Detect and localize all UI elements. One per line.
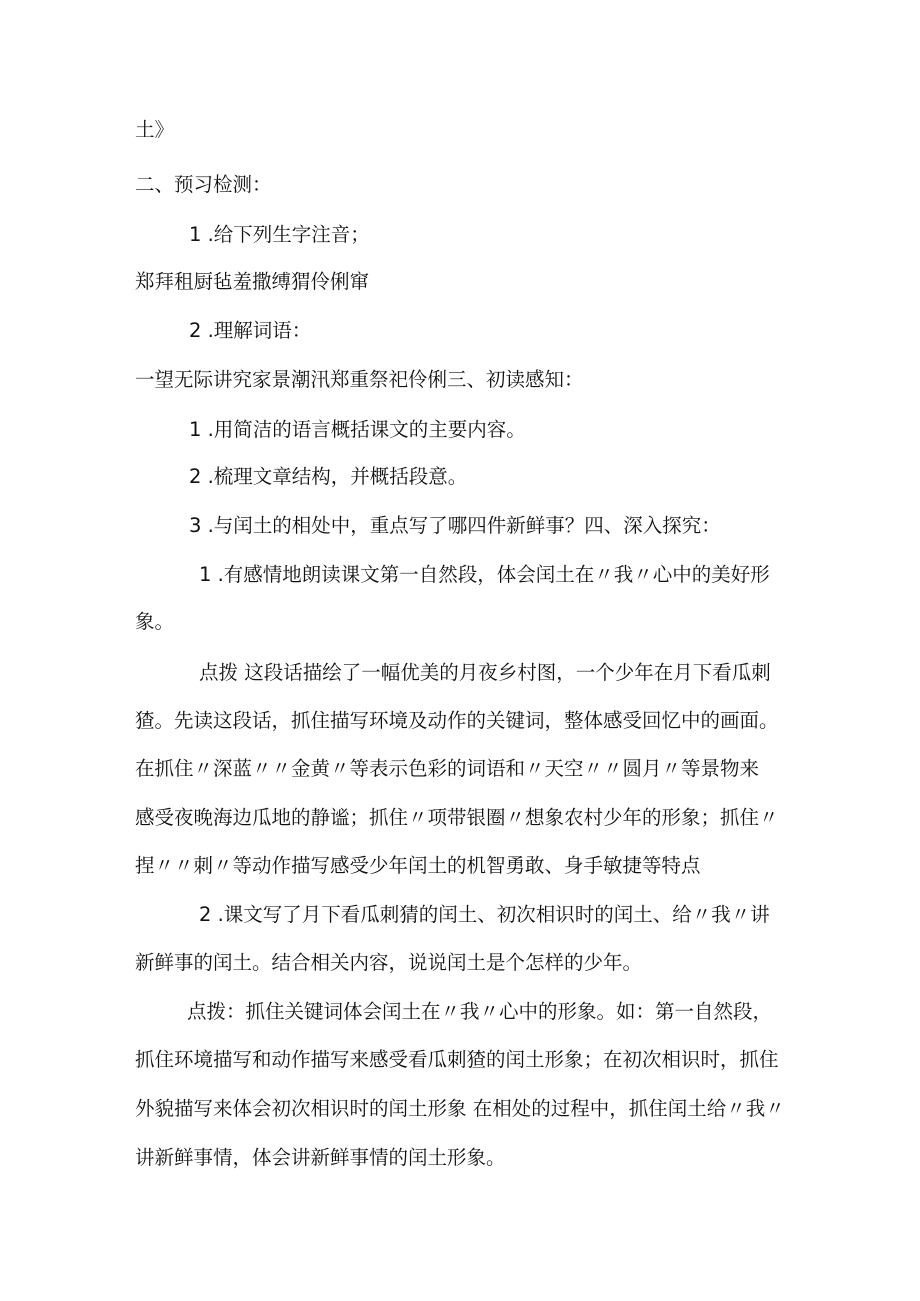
- tip-1-line-4: 感受夜晚海边瓜地的静谧；抓住〃项带银圈〃想象农村少年的形象；抓住〃: [135, 806, 779, 829]
- item-2-understand-words: 2 .理解词语：: [189, 319, 312, 342]
- tip-1-line-2: 猹。先读这段话，抓住描写环境及动作的关键词，整体感受回忆中的画面。: [135, 709, 779, 732]
- tip-2-line-1: 点拨：抓住关键词体会闰土在〃我〃心中的形象。如：第一自然段，: [187, 1000, 773, 1023]
- item-3-four-things-and-section-four-heading: 3 .与闰土的相处中，重点写了哪四件新鲜事？四、深入探究：: [189, 514, 721, 537]
- text-line-title-tail: 土》: [135, 118, 175, 141]
- tip-2-line-2: 抓住环境描写和动作描写来感受看瓜刺猹的闰土形象；在初次相识时，抓住: [135, 1048, 779, 1071]
- section-heading-preview-check: 二、预习检测：: [135, 173, 272, 196]
- item-1-annotate-characters: 1 .给下列生字注音；: [189, 223, 370, 246]
- item-2-structure: 2 .梳理文章结构，并概括段意。: [189, 465, 468, 488]
- character-list: 郑拜租厨毡羞撒缚猬伶俐窜: [135, 270, 370, 293]
- tip-1-line-5: 捏〃〃刺〃等动作描写感受少年闰土的机智勇敢、身手敏捷等特点: [135, 854, 701, 877]
- explore-item-2-cont: 新鲜事的闰土。结合相关内容，说说闰土是个怎样的少年。: [135, 951, 643, 974]
- item-1-summarize-content: 1 .用简洁的语言概括课文的主要内容。: [189, 418, 526, 441]
- explore-item-1-cont: 象。: [135, 610, 175, 633]
- explore-item-2: 2 .课文写了月下看瓜刺猜的闰土、初次相识时的闰土、给〃我〃讲: [199, 903, 770, 926]
- tip-1-line-1: 点拨 这段话描绘了一幅优美的月夜乡村图，一个少年在月下看瓜刺: [199, 661, 771, 684]
- word-list-and-section-three-heading: 一望无际讲究家景潮汛郑重祭祀伶俐三、初读感知：: [135, 368, 584, 391]
- tip-2-line-3: 外貌描写来体会初次相识时的闰土形象 在相处的过程中，抓住闰土给〃我〃: [135, 1097, 785, 1120]
- explore-item-1: 1 .有感情地朗读课文第一自然段，体会闰土在〃我〃心中的美好形: [199, 563, 770, 586]
- tip-1-line-3: 在抓住〃深蓝〃〃金黄〃等表示色彩的词语和〃天空〃〃圆月〃等景物来: [135, 757, 760, 780]
- tip-2-line-4: 讲新鲜事情，体会讲新鲜事情的闰土形象。: [135, 1146, 506, 1169]
